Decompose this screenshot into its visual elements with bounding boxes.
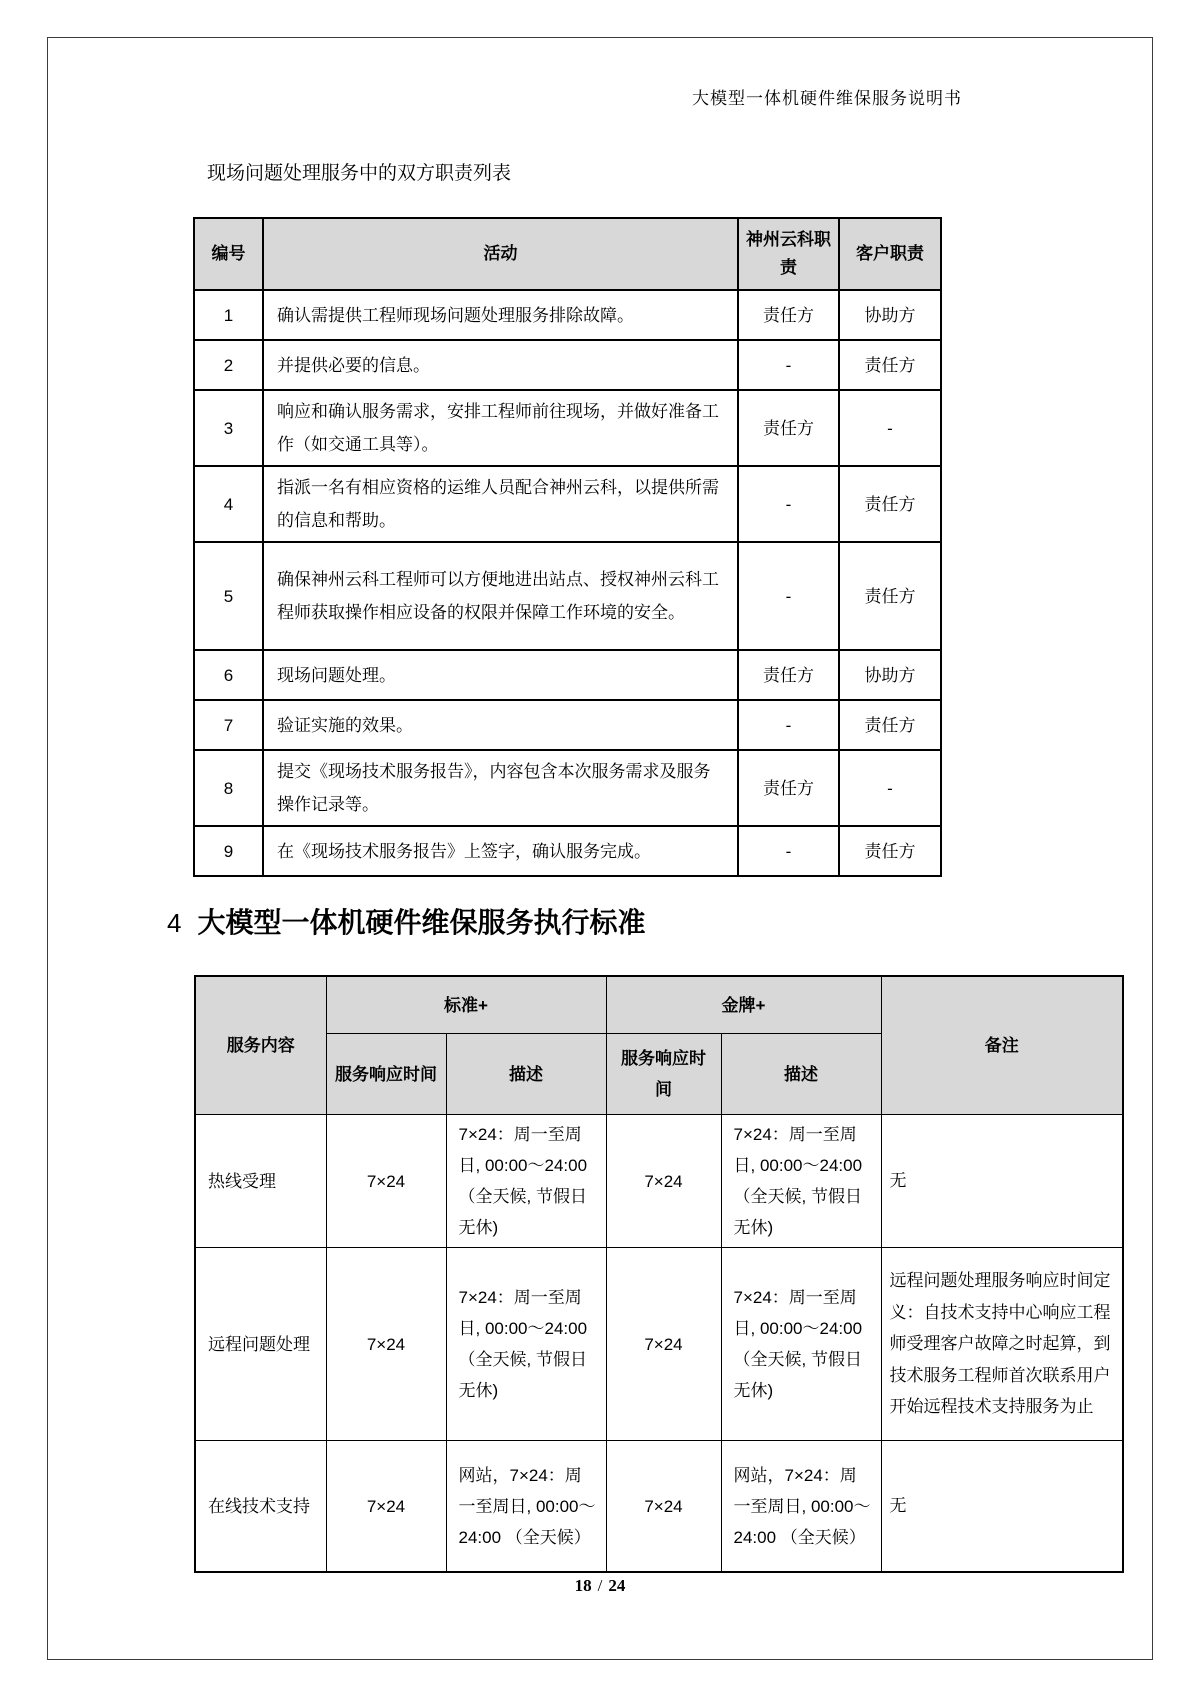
page-footer <box>0 1576 1200 1596</box>
standards-table <box>194 975 1124 1573</box>
table-row <box>194 542 941 650</box>
table-caption: 现场问题处理服务中的双方职责列表 <box>207 163 512 184</box>
row-vendor-role: - <box>738 826 839 876</box>
header-gold-description: 描述 <box>721 1034 881 1115</box>
row-vendor-role: 责任方 <box>738 290 839 340</box>
table-row <box>194 390 941 466</box>
row-vendor-role: 责任方 <box>738 650 839 700</box>
row-activity: 确认需提供工程师现场问题处理服务排除故障。 <box>263 290 738 340</box>
table-row <box>194 700 941 750</box>
section-number: 4 <box>167 908 182 938</box>
row-customer-role: 责任方 <box>839 466 941 542</box>
standards-row-online <box>195 1441 1123 1573</box>
gold-response-time: 7×24 <box>606 1115 721 1248</box>
page-number-current: 18 <box>574 1576 592 1595</box>
service-name: 热线受理 <box>195 1115 326 1248</box>
section-heading <box>167 901 645 941</box>
row-vendor-role: - <box>738 700 839 750</box>
remark: 无 <box>881 1441 1123 1573</box>
row-no: 4 <box>194 466 263 542</box>
table-row <box>194 826 941 876</box>
header-vendor-role: 神州云科职责 <box>738 218 839 290</box>
row-no: 5 <box>194 542 263 650</box>
gold-description: 7×24：周一至周日, 00:00～24:00（全天候, 节假日无休) <box>721 1248 881 1441</box>
header-group-standard-plus: 标准+ <box>326 976 606 1034</box>
standards-row-remote <box>195 1248 1123 1441</box>
service-name: 远程问题处理 <box>195 1248 326 1441</box>
gold-description: 网站，7×24：周一至周日, 00:00～24:00 （全天候） <box>721 1441 881 1573</box>
std-description: 7×24：周一至周日, 00:00～24:00（全天候, 节假日无休) <box>446 1115 606 1248</box>
row-no: 1 <box>194 290 263 340</box>
header-no: 编号 <box>194 218 263 290</box>
row-no: 8 <box>194 750 263 826</box>
section-title: 大模型一体机硬件维保服务执行标准 <box>197 907 646 938</box>
header-gold-response-time: 服务响应时间 <box>606 1034 721 1115</box>
row-activity: 在《现场技术服务报告》上签字，确认服务完成。 <box>263 826 738 876</box>
service-name: 在线技术支持 <box>195 1441 326 1573</box>
std-response-time: 7×24 <box>326 1115 446 1248</box>
table-row <box>194 340 941 390</box>
standards-header-row-groups <box>195 976 1123 1034</box>
row-customer-role: 责任方 <box>839 542 941 650</box>
row-activity: 确保神州云科工程师可以方便地进出站点、授权神州云科工程师获取操作相应设备的权限并保障工作环境的安全。 <box>263 542 738 650</box>
standards-row-hotline <box>195 1115 1123 1248</box>
row-customer-role: 责任方 <box>839 700 941 750</box>
table-row <box>194 290 941 340</box>
row-activity: 响应和确认服务需求，安排工程师前往现场，并做好准备工作（如交通工具等）。 <box>263 390 738 466</box>
row-vendor-role: 责任方 <box>738 390 839 466</box>
table-row <box>194 650 941 700</box>
remark: 远程问题处理服务响应时间定义：自技术支持中心响应工程师受理客户故障之时起算，到技术服务工程师首次联系用户开始远程技术支持服务为止 <box>881 1248 1123 1441</box>
table-row <box>194 466 941 542</box>
row-customer-role: 协助方 <box>839 650 941 700</box>
page-number-total: 24 <box>608 1576 626 1595</box>
header-group-gold-plus: 金牌+ <box>606 976 881 1034</box>
row-activity: 现场问题处理。 <box>263 650 738 700</box>
row-activity: 指派一名有相应资格的运维人员配合神州云科，以提供所需的信息和帮助。 <box>263 466 738 542</box>
row-activity: 验证实施的效果。 <box>263 700 738 750</box>
header-activity: 活动 <box>263 218 738 290</box>
row-vendor-role: - <box>738 466 839 542</box>
gold-response-time: 7×24 <box>606 1441 721 1573</box>
row-customer-role: - <box>839 390 941 466</box>
row-no: 7 <box>194 700 263 750</box>
header-std-description: 描述 <box>446 1034 606 1115</box>
header-remark: 备注 <box>881 976 1123 1115</box>
row-activity: 并提供必要的信息。 <box>263 340 738 390</box>
row-vendor-role: - <box>738 542 839 650</box>
gold-response-time: 7×24 <box>606 1248 721 1441</box>
header-std-response-time: 服务响应时间 <box>326 1034 446 1115</box>
row-no: 2 <box>194 340 263 390</box>
std-response-time: 7×24 <box>326 1441 446 1573</box>
row-activity: 提交《现场技术服务报告》，内容包含本次服务需求及服务操作记录等。 <box>263 750 738 826</box>
document-header-title: 大模型一体机硬件维保服务说明书 <box>692 89 962 108</box>
std-response-time: 7×24 <box>326 1248 446 1441</box>
table-row <box>194 750 941 826</box>
row-no: 9 <box>194 826 263 876</box>
header-customer-role: 客户职责 <box>839 218 941 290</box>
responsibility-table <box>193 217 942 877</box>
row-vendor-role: - <box>738 340 839 390</box>
row-customer-role: 协助方 <box>839 290 941 340</box>
std-description: 网站，7×24：周一至周日, 00:00～24:00 （全天候） <box>446 1441 606 1573</box>
row-no: 6 <box>194 650 263 700</box>
std-description: 7×24：周一至周日, 00:00～24:00（全天候, 节假日无休) <box>446 1248 606 1441</box>
page-number-separator: / <box>597 1576 603 1595</box>
header-service-content: 服务内容 <box>195 976 326 1115</box>
gold-description: 7×24：周一至周日, 00:00～24:00（全天候, 节假日无休) <box>721 1115 881 1248</box>
row-no: 3 <box>194 390 263 466</box>
row-customer-role: 责任方 <box>839 340 941 390</box>
row-customer-role: - <box>839 750 941 826</box>
responsibility-table-header-row <box>194 218 941 290</box>
remark: 无 <box>881 1115 1123 1248</box>
row-vendor-role: 责任方 <box>738 750 839 826</box>
row-customer-role: 责任方 <box>839 826 941 876</box>
